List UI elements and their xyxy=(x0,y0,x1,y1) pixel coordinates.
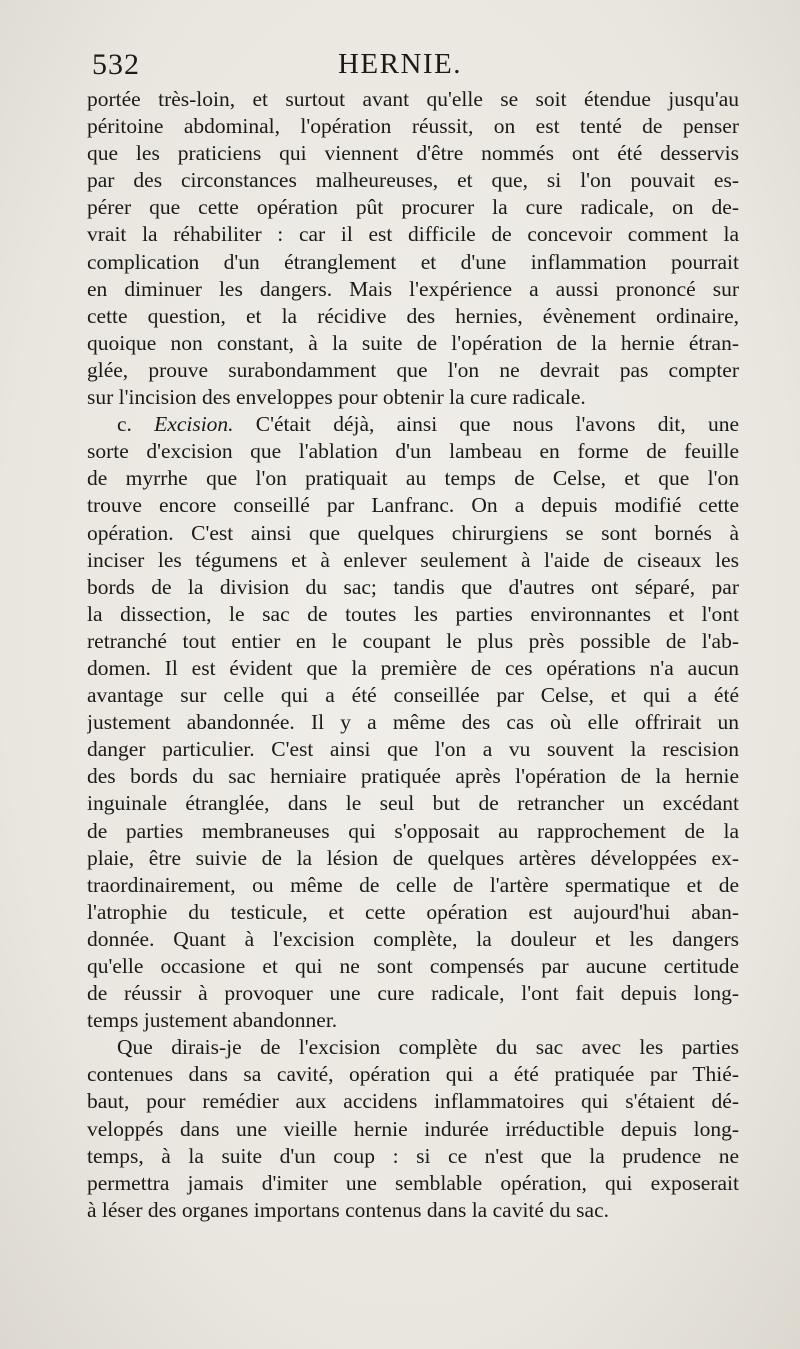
text-line: permettra jamais d'imiter une semblable opération, qui exposerait xyxy=(87,1170,739,1195)
text-line: vrait la réhabiliter : car il est difficile de concevoir comment la xyxy=(87,222,739,247)
text-line: la dissection, le sac de toutes les parties environnantes et l'ont xyxy=(87,601,739,626)
text-line: de myrrhe que l'on pratiquait au temps de Celse, et que l'on xyxy=(87,466,739,491)
text-line: quoique non constant, à la suite de l'opération de la hernie étran- xyxy=(87,330,739,355)
text-line: pérer que cette opération pût procurer la cure radicale, on de- xyxy=(87,195,739,220)
text-line: de parties membraneuses qui s'opposait au rapprochement de la xyxy=(87,818,739,843)
text-line: qu'elle occasione et qui ne sont compensés par aucune certitude xyxy=(87,954,739,978)
page-number: 532 xyxy=(92,48,140,81)
text-line: glée, prouve surabondamment que l'on ne devrait pas compter xyxy=(87,357,739,382)
paragraph-excision xyxy=(87,411,739,1034)
text-line: justement abandonnée. Il y a même des cas où elle offrirait un xyxy=(87,710,739,735)
text-line: temps justement abandonner. xyxy=(87,1008,338,1033)
text-line: sur l'incision des enveloppes pour obtenir la cure radicale. xyxy=(87,385,586,410)
text-line: des bords du sac herniaire pratiquée après l'opération de la hernie xyxy=(87,764,739,789)
text-line: sorte d'excision que l'ablation d'un lambeau en forme de feuille xyxy=(87,439,739,464)
text-line: veloppés dans une vieille hernie indurée irréductible depuis long- xyxy=(87,1116,739,1141)
text-line: danger particulier. C'est ainsi que l'on a vu souvent la rescision xyxy=(87,737,739,762)
text-line: l'atrophie du testicule, et cette opération est aujourd'hui aban- xyxy=(87,899,739,924)
running-head: HERNIE. xyxy=(337,48,463,80)
text-line: trouve encore conseillé par Lanfranc. On a depuis modifié cette xyxy=(87,493,739,518)
section-heading: Excision. xyxy=(154,412,234,437)
text-run: C'était déjà, ainsi que nous l'avons dit, une xyxy=(255,412,739,437)
text-line: contenues dans sa cavité, opération qui a été pratiquée par Thié- xyxy=(87,1062,739,1087)
text-line: inciser les tégumens et à enlever seulement à l'aide de ciseaux les xyxy=(87,547,739,572)
paragraph-complete-excision xyxy=(87,1034,739,1224)
text-line: baut, pour remédier aux accidens inflammatoires qui s'étaient dé- xyxy=(87,1089,739,1114)
text-line: que les praticiens qui viennent d'être nommés ont été desservis xyxy=(87,141,739,166)
text-line: inguinale étranglée, dans le seul but de retrancher un excédant xyxy=(87,791,739,816)
text-line: avantage sur celle qui a été conseillée par Celse, et qui a été xyxy=(87,683,739,708)
text-line: par des circonstances malheureuses, et que, si l'on pouvait es- xyxy=(87,168,739,193)
text-line: portée très-loin, et surtout avant qu'elle se soit étendue jusqu'au xyxy=(87,87,739,111)
section-heading-line xyxy=(87,411,739,438)
body-text xyxy=(87,86,739,1224)
text-line: traordinairement, ou même de celle de l'artère spermatique et de xyxy=(87,872,739,897)
text-line: donnée. Quant à l'excision complète, la douleur et les dangers xyxy=(87,926,739,951)
section-label: c. xyxy=(117,412,132,437)
text-line: complication d'un étranglement et d'une inflammation pourrait xyxy=(87,249,739,274)
text-line: en diminuer les dangers. Mais l'expérience a aussi prononcé sur xyxy=(87,276,739,301)
text-line: bords de la division du sac; tandis que d'autres ont séparé, par xyxy=(87,574,739,599)
text-line: Que dirais-je de l'excision complète du sac avec les parties xyxy=(117,1035,739,1060)
paragraph-incision-conclusion xyxy=(87,86,739,411)
text-line: temps, à la suite d'un coup : si ce n'est que la prudence ne xyxy=(87,1143,739,1168)
text-line: domen. Il est évident que la première de ces opérations n'a aucun xyxy=(87,655,739,680)
text-line: cette question, et la récidive des hernies, évènement ordinaire, xyxy=(87,303,739,328)
text-line: à léser des organes importans contenus dans la cavité du sac. xyxy=(87,1197,610,1222)
text-line: de réussir à provoquer une cure radicale, l'ont fait depuis long- xyxy=(87,981,739,1006)
text-line: retranché tout entier en le coupant le plus près possible de l'ab- xyxy=(87,628,739,653)
text-line: péritoine abdominal, l'opération réussit, on est tenté de penser xyxy=(87,114,739,139)
text-line: plaie, être suivie de la lésion de quelques artères développées ex- xyxy=(87,845,739,870)
text-line: opération. C'est ainsi que quelques chirurgiens se sont bornés à xyxy=(87,520,739,545)
